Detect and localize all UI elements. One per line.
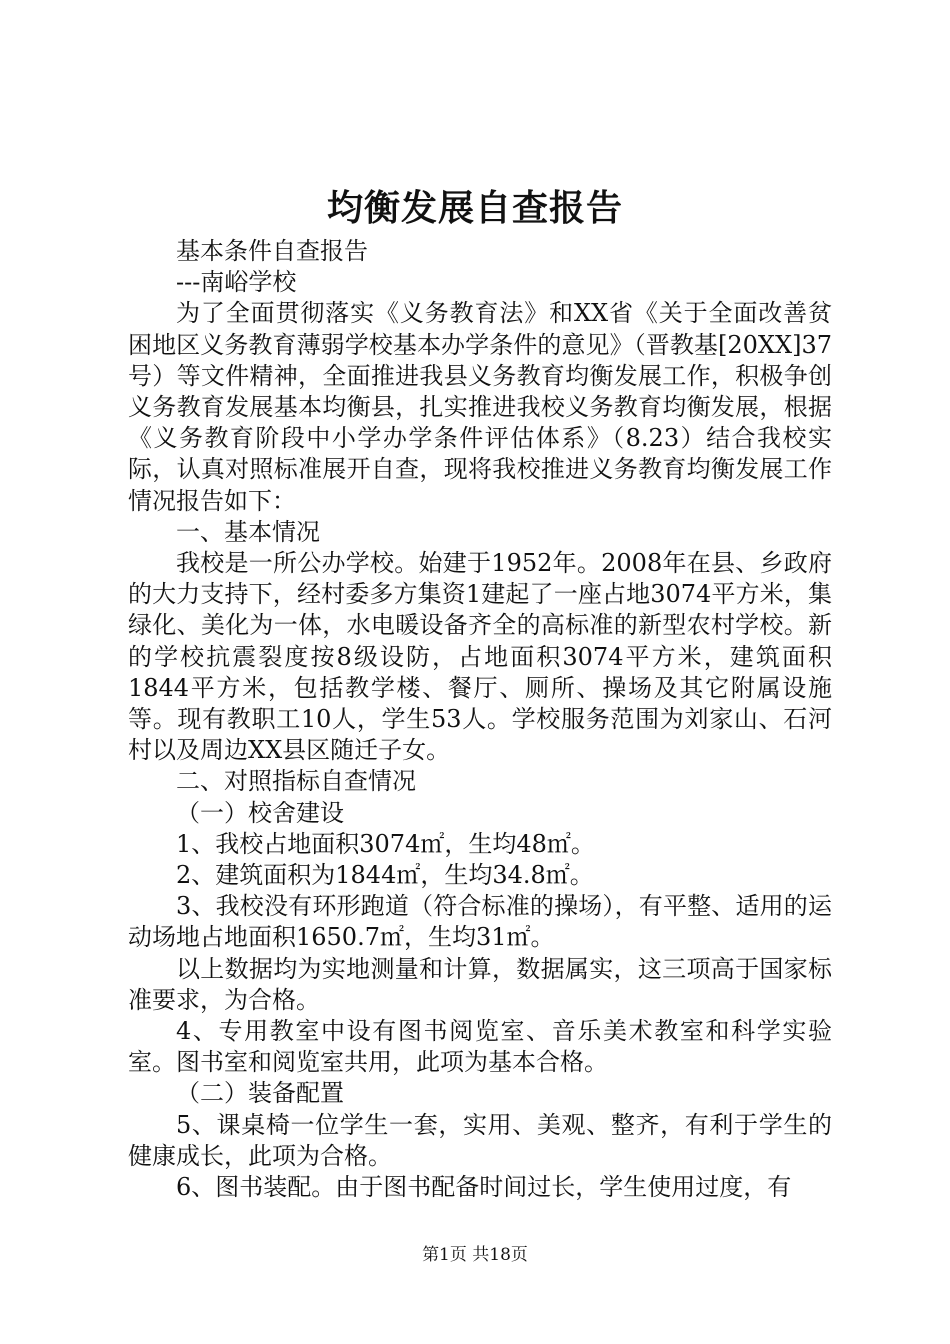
paragraph-item-2: 2、建筑面积为1844㎡，生均34.8㎡。 — [176, 861, 594, 890]
paragraph-data-note: 以上数据均为实地测量和计算，数据属实，这三项高于国家标准要求，为合格。 — [128, 954, 832, 1014]
section-heading-basic-info: 一、基本情况 — [176, 517, 320, 546]
document-body — [128, 236, 832, 1203]
subsection-heading-equipment: （二）装备配置 — [176, 1079, 344, 1108]
page-footer: 第1页 共18页 — [422, 1245, 528, 1265]
paragraph-item-1: 1、我校占地面积3074㎡，生均48㎡。 — [176, 829, 595, 858]
paragraph-intro: 为了全面贯彻落实《义务教育法》和XX省《关于全面改善贫困地区义务教育薄弱学校基本办学条件的意见》（晋教基[20XX]37号）等文件精神，全面推进我县义务教育均衡发展工作，积极争创义务教育发展基本均衡县，扎实推进我校义务教育均衡发展，根据《义务教育阶段中小学办学条件评估体系》（8.23）结合我校实际，认真对照标准展开自查，现将我校推进义务教育均衡发展工作情况报告如下： — [128, 299, 832, 515]
paragraph-item-5: 5、课桌椅一位学生一套，实用、美观、整齐，有利于学生的健康成长，此项为合格。 — [128, 1110, 832, 1170]
paragraph-school-name: ---南峪学校 — [176, 268, 297, 297]
paragraph-item-4: 4、专用教室中设有图书阅览室、音乐美术教室和科学实验室。图书室和阅览室共用，此项为基本合格。 — [128, 1017, 832, 1077]
paragraph-basic-info: 我校是一所公办学校。始建于1952年。2008年在县、乡政府的大力支持下，经村委多方集资1建起了一座占地3074平方米，集绿化、美化为一体，水电暖设备齐全的高标准的新型农村学校。新的学校抗震裂度按8级设防，占地面积3074平方米，建筑面积1844平方米，包括教学楼、餐厅、厕所、操场及其它附属设施等。现有教职工10人，学生53人。学校服务范围为刘家山、石河村以及周边XX县区随迁子女。 — [128, 549, 832, 765]
paragraph-item-6: 6、图书装配。由于图书配备时间过长，学生使用过度，有 — [176, 1173, 792, 1202]
section-heading-self-check: 二、对照指标自查情况 — [176, 767, 416, 796]
subsection-heading-building: （一）校舍建设 — [176, 798, 344, 827]
document-title: 均衡发展自查报告 — [326, 187, 623, 229]
paragraph-subtitle: 基本条件自查报告 — [176, 237, 368, 265]
paragraph-item-3: 3、我校没有环形跑道（符合标准的操场），有平整、适用的运动场地占地面积1650.7㎡，生均31㎡。 — [128, 892, 832, 952]
